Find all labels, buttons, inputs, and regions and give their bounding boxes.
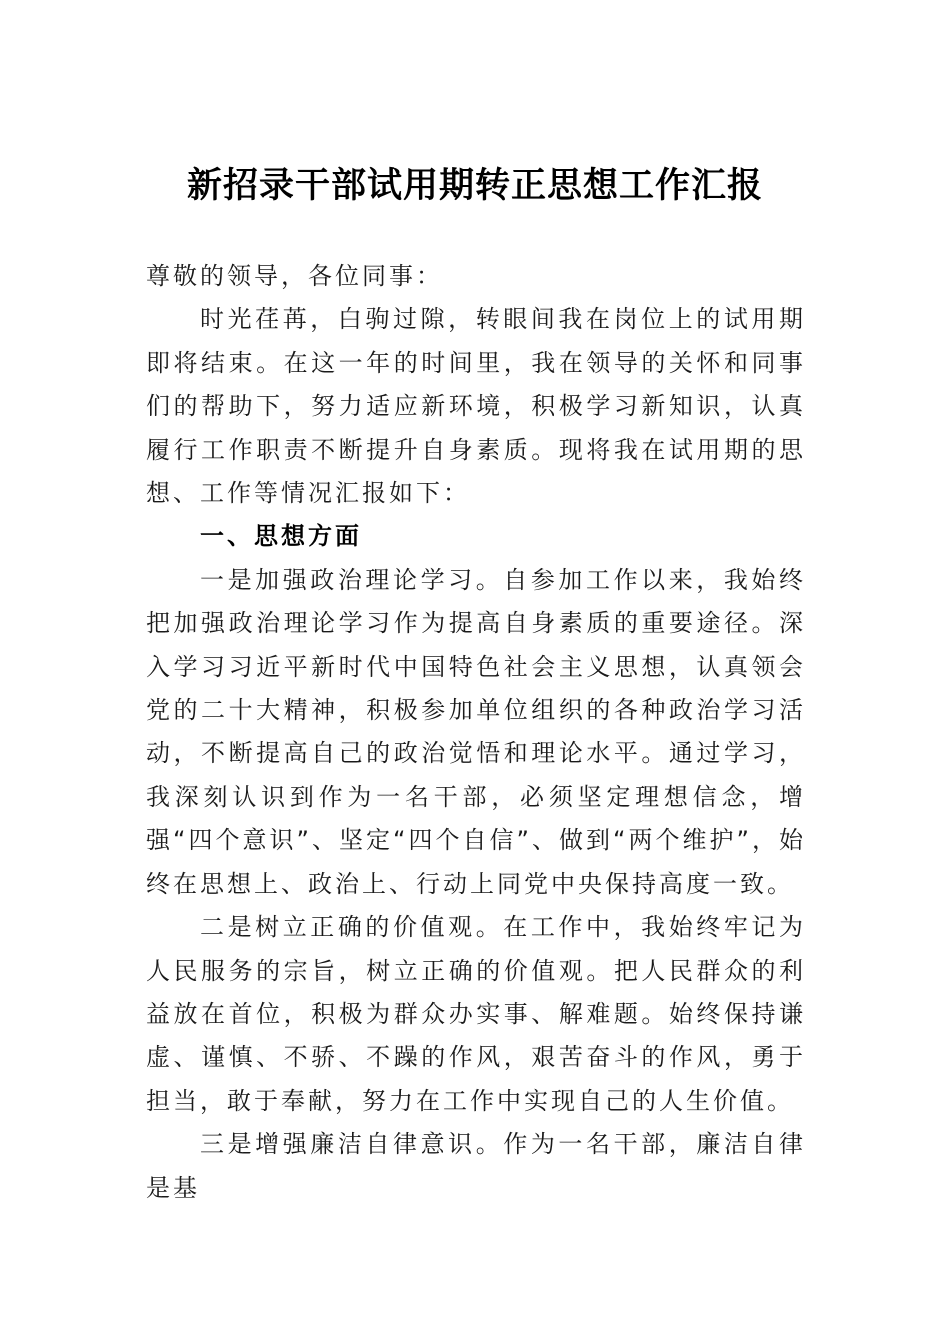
paragraph-values: 二是树立正确的价值观。在工作中，我始终牢记为人民服务的宗旨，树立正确的价值观。把人民群众的利益放在首位，积极为群众办实事、解难题。始终保持谦虚、谨慎、不骄、不躁的作风，艰苦奋斗的作风，勇于担当，敢于奉献，努力在工作中实现自己的人生价值。 <box>146 913 806 1115</box>
document-body <box>146 255 806 1210</box>
paragraph-political-study: 一是加强政治理论学习。自参加工作以来，我始终把加强政治理论学习作为提高自身素质的重要途径。深入学习习近平新时代中国特色社会主义思想，认真领会党的二十大精神，积极参加单位组织的各种政治学习活动，不断提高自己的政治觉悟和理论水平。通过学习，我深刻认识到作为一名干部，必须坚定理想信念，增强“四个意识”、坚定“四个自信”、做到“两个维护”，始终在思想上、政治上、行动上同党中央保持高度一致。 <box>146 565 806 898</box>
document-title: 新招录干部试用期转正思想工作汇报 <box>186 165 763 206</box>
salutation: 尊敬的领导，各位同事： <box>146 262 443 290</box>
paragraph-integrity: 三是增强廉洁自律意识。作为一名干部，廉洁自律是基 <box>146 1130 806 1202</box>
section-heading-thought: 一、思想方面 <box>200 522 362 551</box>
intro-paragraph: 时光荏苒，白驹过隙，转眼间我在岗位上的试用期即将结束。在这一年的时间里，我在领导的关怀和同事们的帮助下，努力适应新环境，积极学习新知识，认真履行工作职责不断提升自身素质。现将我在试用期的思想、工作等情况汇报如下： <box>146 305 806 508</box>
